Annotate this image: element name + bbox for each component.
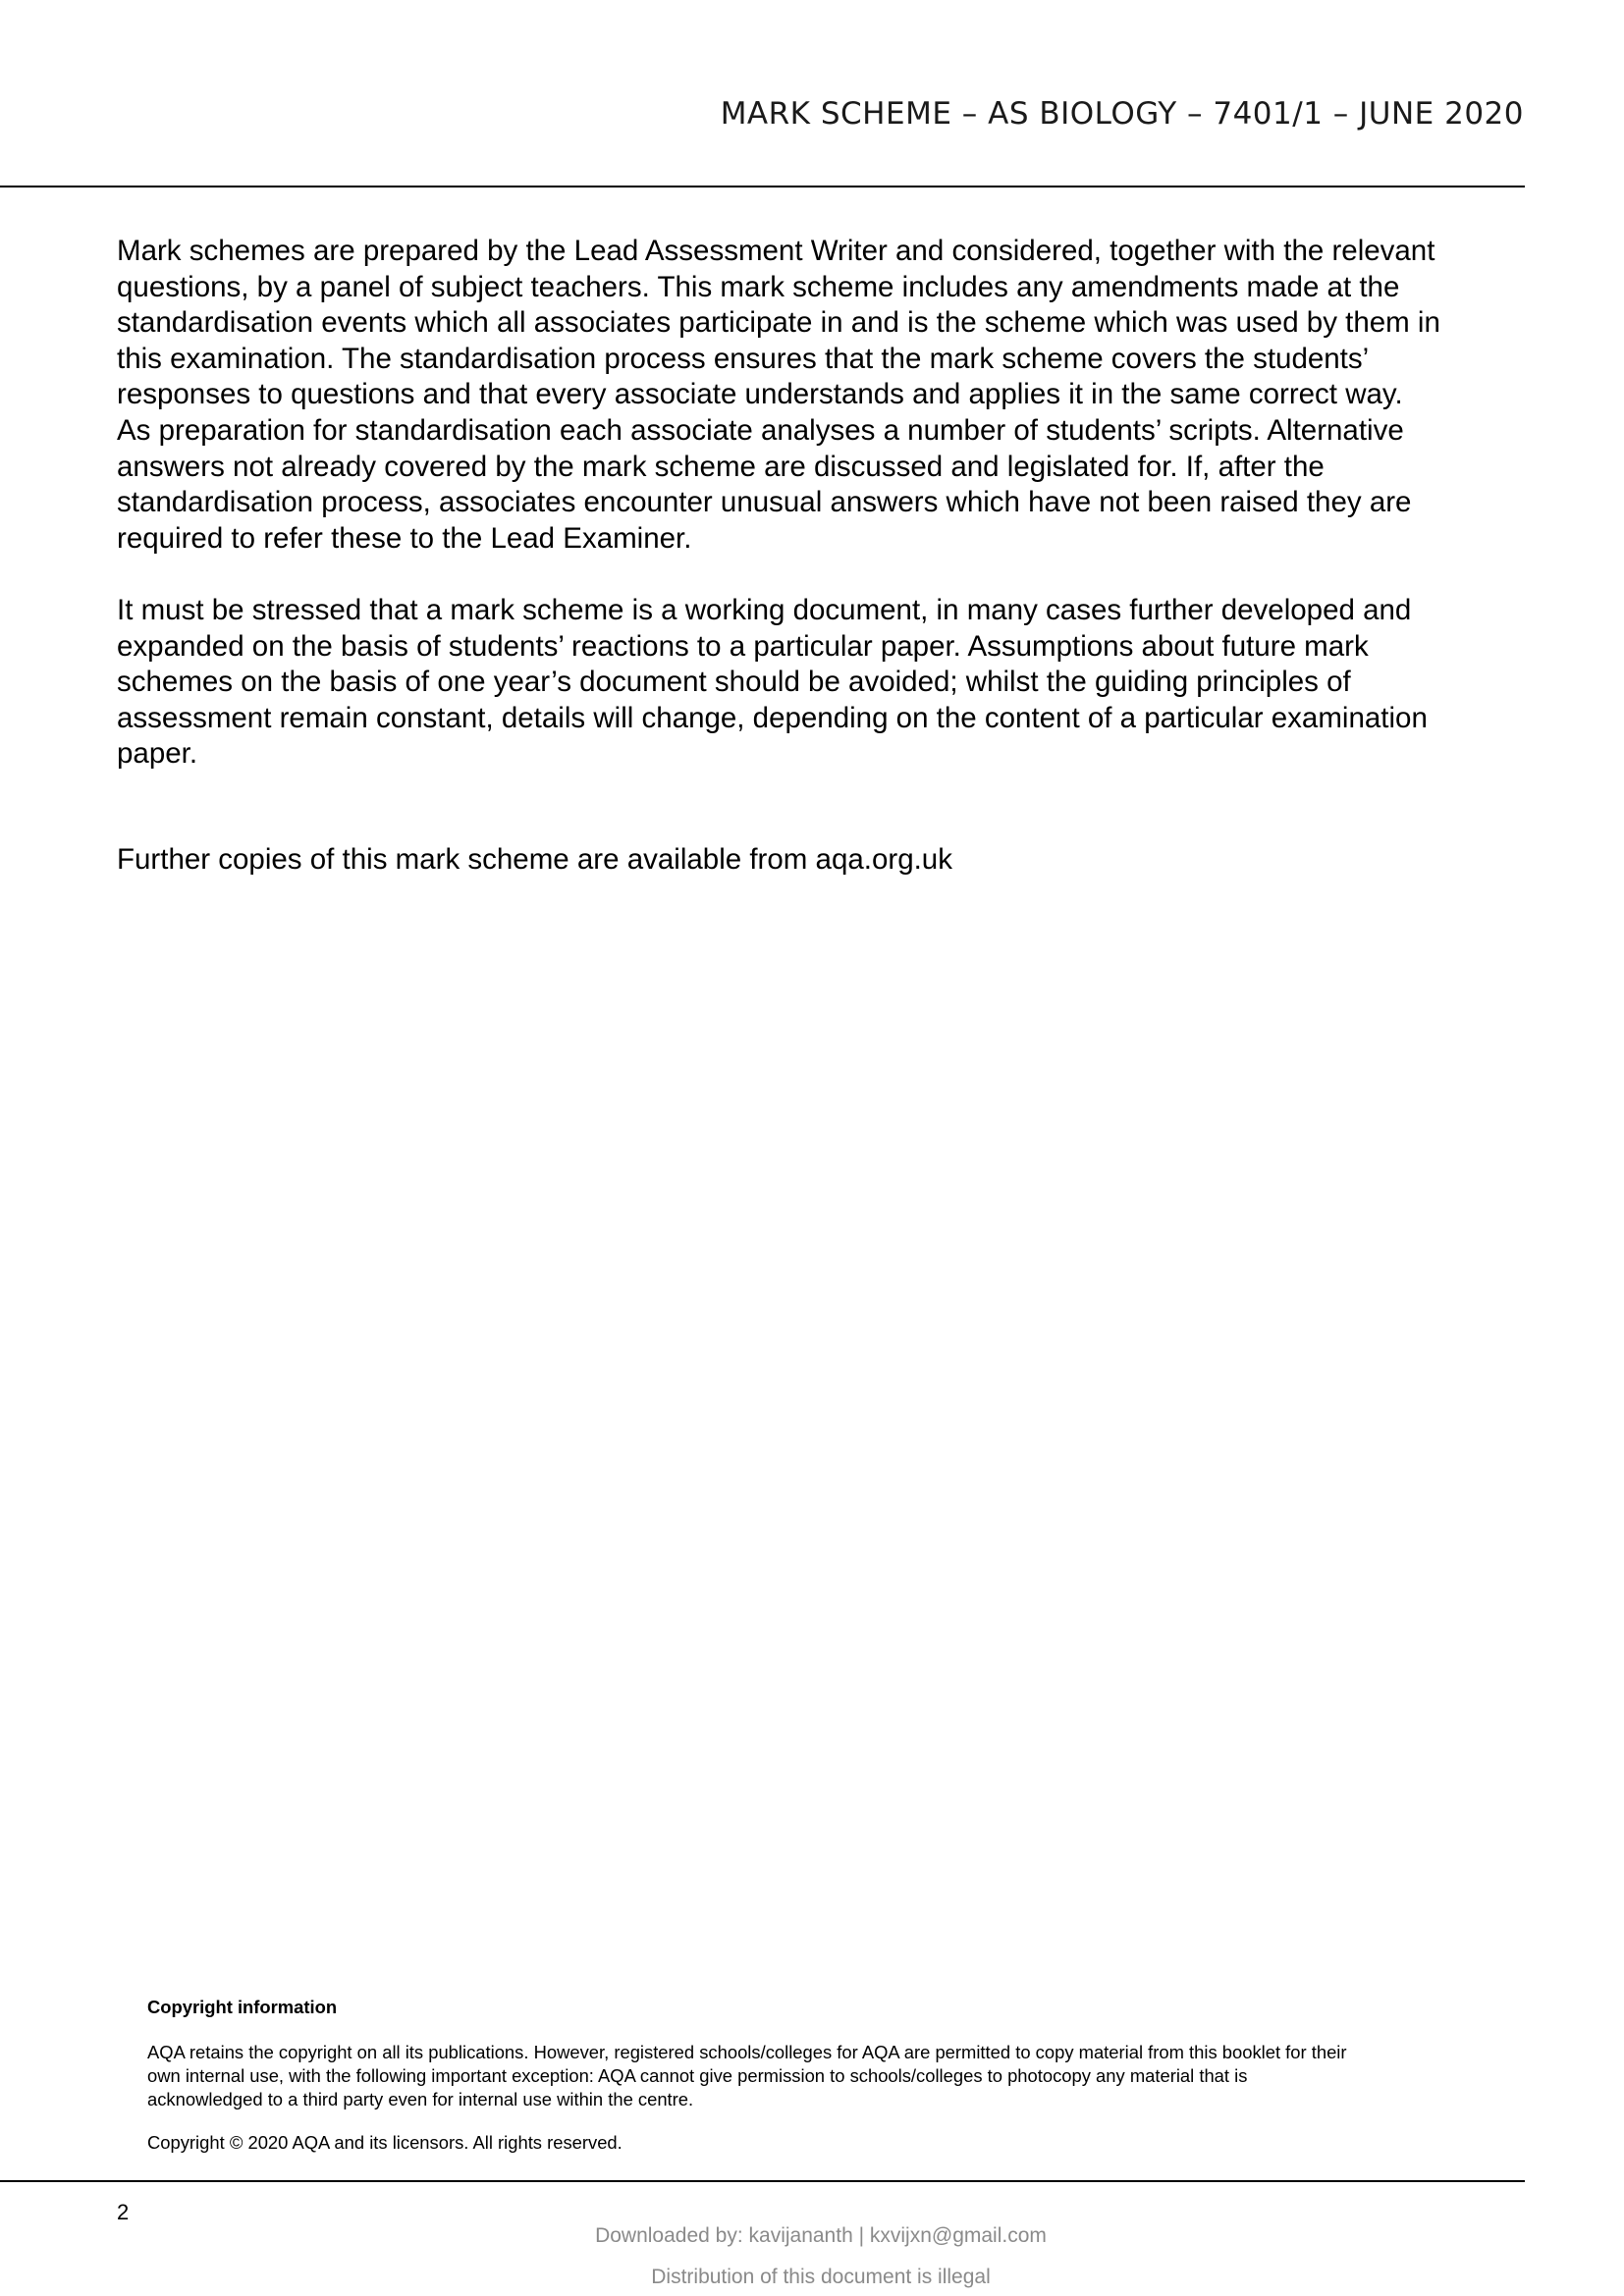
text-line: required to refer these to the Lead Examiner. [117,521,692,555]
text-line: As preparation for standardisation each associate analyses a number of students’ scripts. Alternative [117,413,1404,447]
footer-divider [0,2180,1525,2182]
page-header-title: MARK SCHEME – AS BIOLOGY – 7401/1 – JUNE 2020 [720,96,1524,132]
text-line: acknowledged to a third party even for internal use within the centre. [147,2089,694,2109]
text-line: schemes on the basis of one year’s document should be avoided; whilst the guiding principles of [117,666,1351,699]
text-line: standardisation events which all associates participate in and is the scheme which was used by them in [117,306,1440,340]
downloaded-by-note: Downloaded by: kavijananth | kxvijxn@gmail.com [595,2224,1047,2247]
copyright-notice: Copyright © 2020 AQA and its licensors. All rights reserved. [147,2132,623,2153]
copyright-section [147,1996,1542,2155]
working-document-paragraph [117,593,1531,773]
text-line: questions, by a panel of subject teachers. This mark scheme includes any amendments made at the [117,270,1400,303]
text-line: own internal use, with the following important exception: AQA cannot give permission to schools/colleges to photocopy any material that is [147,2065,1248,2086]
text-line: standardisation process, associates encounter unusual answers which have not been raised they are [117,486,1412,519]
page-number: 2 [117,2200,130,2224]
text-line: It must be stressed that a mark scheme is a working document, in many cases further developed and [117,594,1412,626]
distribution-notice: Distribution of this document is illegal [651,2266,991,2288]
text-line: answers not already covered by the mark scheme are discussed and legislated for. If, after the [117,450,1325,483]
text-line: expanded on the basis of students’ reactions to a particular paper. Assumptions about future mark [117,629,1369,663]
text-line: paper. [117,737,198,771]
copyright-text [147,2041,1542,2111]
text-line: AQA retains the copyright on all its publications. However, registered schools/colleges for AQA are permitted to copy material from this booklet for their [147,2042,1347,2062]
text-line: this examination. The standardisation process ensures that the mark scheme covers the students’ [117,342,1370,375]
text-line: assessment remain constant, details will change, depending on the content of a particular examination [117,701,1428,734]
header-divider [0,186,1525,187]
intro-paragraph [117,234,1531,557]
text-line: Mark schemes are prepared by the Lead Assessment Writer and considered, together with the relevant [117,235,1435,267]
text-line: responses to questions and that every associate understands and applies it in the same correct way. [117,378,1403,411]
text-line: Further copies of this mark scheme are available from aqa.org.uk [117,843,952,876]
further-copies-paragraph [117,842,1531,879]
copyright-heading: Copyright information [147,1997,338,2017]
